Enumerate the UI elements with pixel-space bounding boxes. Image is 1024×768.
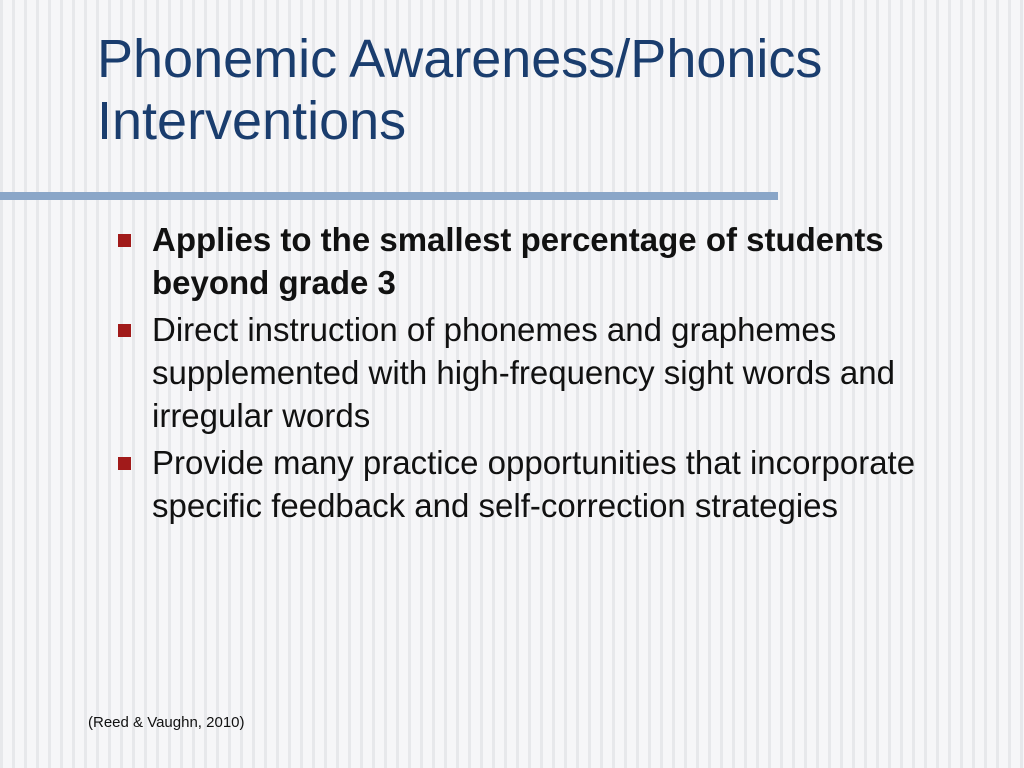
bullet-text: Applies to the smallest percentage of students beyond grade 3 xyxy=(152,221,884,301)
square-bullet-icon xyxy=(118,234,131,247)
slide-title: Phonemic Awareness/Phonics Interventions xyxy=(97,29,823,151)
citation: (Reed & Vaughn, 2010) xyxy=(88,714,245,731)
square-bullet-icon xyxy=(118,324,131,337)
square-bullet-icon xyxy=(118,457,131,470)
bullet-item xyxy=(112,218,992,304)
bullet-text: Provide many practice opportunities that incorporate specific feedback and self-correction strategies xyxy=(152,444,916,524)
title-divider xyxy=(0,192,778,200)
bullet-item xyxy=(112,441,992,527)
bullet-item xyxy=(112,308,992,437)
bullet-text: Direct instruction of phonemes and graphemes supplemented with high-frequency sight words and irregular words xyxy=(152,311,895,434)
bullet-list xyxy=(112,218,992,531)
